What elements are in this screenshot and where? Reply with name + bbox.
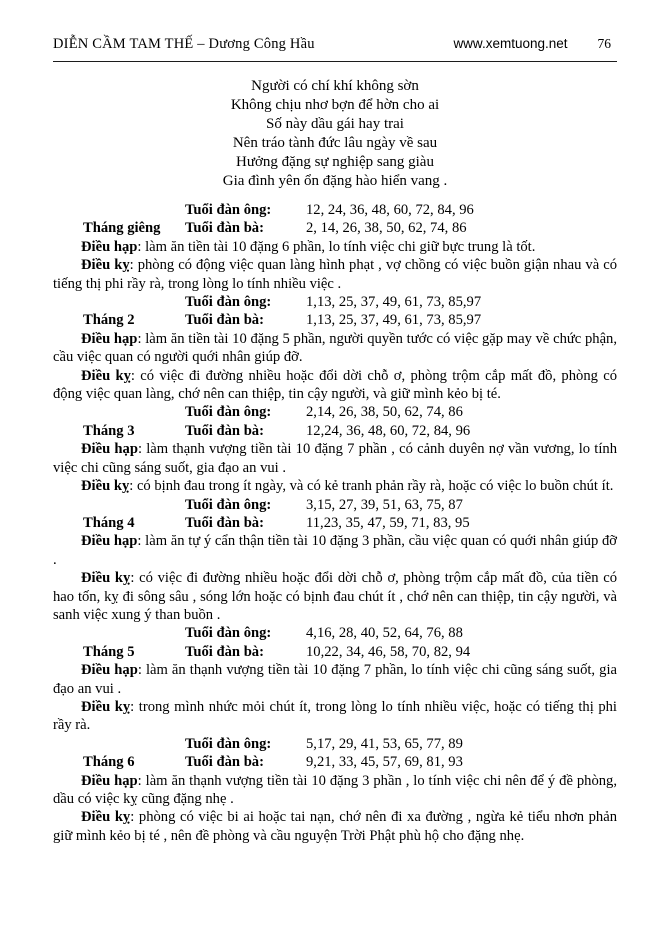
month-name: Tháng 3: [83, 422, 135, 439]
unfavorable-label: Điều kỵ: [81, 478, 130, 495]
favorable-text: : làm ăn tự ý cẩn thận tiền tài 10 đặng 3 phần, cầu việc quan có quới nhân giúp đỡ .: [53, 533, 617, 568]
men-ages-row: [53, 201, 617, 219]
month-section: [53, 293, 617, 403]
men-ages-values: 5,17, 29, 41, 53, 65, 77, 89: [306, 735, 463, 752]
month-section: [53, 201, 617, 293]
men-ages-row: [53, 735, 617, 753]
men-ages-row: [53, 293, 617, 311]
women-ages-values: 11,23, 35, 47, 59, 71, 83, 95: [306, 514, 470, 531]
men-ages-values: 3,15, 27, 39, 51, 63, 75, 87: [306, 496, 463, 513]
men-ages-row: [53, 624, 617, 642]
verse-block: [53, 77, 617, 191]
women-ages-values: 10,22, 34, 46, 58, 70, 82, 94: [306, 643, 471, 660]
month-name-spacer: [83, 403, 185, 421]
unfavorable-text: : phòng có động việc quan làng hình phạt , vợ chồng có việc buồn giận nhau và có tiếng thị phi rầy rà, trong lòng lo tính nhiều việc .: [53, 257, 617, 292]
women-ages-values: 9,21, 33, 45, 57, 69, 81, 93: [306, 754, 463, 771]
unfavorable-label: Điều kỵ: [81, 367, 131, 384]
women-ages-values: 1,13, 25, 37, 49, 61, 73, 85,97: [306, 312, 482, 329]
month-name-spacer: [83, 293, 185, 311]
women-ages-row: [53, 422, 617, 440]
favorable-label: Điều hạp: [81, 238, 138, 255]
women-ages-label: Tuổi đàn bà:: [185, 422, 264, 439]
men-ages-row: [53, 403, 617, 421]
favorable-paragraph: [53, 772, 617, 809]
unfavorable-label: Điều kỵ: [81, 570, 131, 587]
women-ages-label: Tuổi đàn bà:: [185, 754, 264, 771]
favorable-label: Điều hạp: [81, 662, 138, 679]
favorable-paragraph: [53, 440, 617, 477]
unfavorable-paragraph: [53, 477, 617, 495]
women-ages-label: Tuổi đàn bà:: [185, 514, 264, 531]
favorable-label: Điều hạp: [81, 533, 138, 550]
favorable-paragraph: [53, 532, 617, 569]
unfavorable-paragraph: [53, 808, 617, 845]
verse-line: Người có chí khí không sờn: [251, 78, 419, 94]
favorable-text: : làm ăn thạnh vượng tiền tài 10 đặng 3 phần , lo tính việc chi nên để ý đề phòng, dầu có việc kỵ cũng đặng nhẹ .: [53, 772, 617, 807]
unfavorable-text: : có bịnh đau trong ít ngày, và có kẻ tranh phản rầy rà, hoặc có việc lo buồn chút ít.: [129, 478, 614, 495]
unfavorable-label: Điều kỵ: [81, 698, 131, 715]
women-ages-row: [53, 311, 617, 329]
month-name-spacer: [83, 735, 185, 753]
men-ages-label: Tuổi đàn ông:: [185, 202, 272, 218]
month-name-spacer: [83, 624, 185, 642]
page-number: 76: [597, 36, 611, 51]
men-ages-values: 2,14, 26, 38, 50, 62, 74, 86: [306, 404, 463, 421]
men-ages-values: 4,16, 28, 40, 52, 64, 76, 88: [306, 625, 463, 642]
favorable-text: : làm thạnh vượng tiền tài 10 đặng 7 phần , có cảnh duyên nợ vần vương, lo tính việc chi cũng sáng suốt, gia đạo an vui .: [53, 441, 617, 476]
month-name-spacer: [83, 496, 185, 514]
unfavorable-text: : phòng có việc bi ai hoặc tai nạn, chớ nên đi xa đường , ngừa kẻ tiểu nhơn phản giữ mình kẻo bị té , nên đề phòng và cầu nguyện Trời Phật phù hộ cho đặng nhẹ.: [53, 809, 617, 844]
book-title: DIỄN CẦM TAM THẾ – Dương Công Hầu: [53, 36, 315, 52]
unfavorable-paragraph: [53, 256, 617, 293]
women-ages-label: Tuổi đàn bà:: [185, 312, 264, 329]
men-ages-values: 12, 24, 36, 48, 60, 72, 84, 96: [306, 202, 474, 218]
verse-line: Không chịu nhơ bợn để hờn cho ai: [230, 97, 440, 113]
women-ages-label: Tuổi đàn bà:: [185, 643, 264, 660]
verse-line: Số này dầu gái hay trai: [266, 116, 404, 132]
men-ages-label: Tuổi đàn ông:: [185, 404, 272, 421]
favorable-text: : làm ăn tiền tài 10 đặng 6 phần, lo tính việc chi giữ bực trung là tốt.: [137, 238, 536, 255]
women-ages-row: [53, 219, 617, 237]
month-name: Tháng giêng: [83, 220, 161, 237]
women-ages-label: Tuổi đàn bà:: [185, 220, 264, 237]
men-ages-label: Tuổi đàn ông:: [185, 625, 272, 642]
month-name: Tháng 5: [83, 643, 135, 660]
month-name: Tháng 4: [83, 514, 135, 531]
unfavorable-paragraph: [53, 569, 617, 624]
website-url: www.xemtuong.net: [453, 36, 568, 51]
unfavorable-text: : có việc đi đường nhiều hoặc đổi dời chỗ ơ, phòng trộm cắp mất đồ, phòng có động việc quan làng, chớ nên can thiệp, tin cậy người, và giữ mình kẻo bị té.: [53, 367, 618, 403]
unfavorable-text: : trong mình nhức mỏi chút ít, trong lòng lo tính nhiều việc, hoặc có tiếng thị phi rầy rà.: [53, 698, 617, 734]
favorable-paragraph: [53, 661, 617, 698]
men-ages-row: [53, 496, 617, 514]
unfavorable-label: Điều kỵ: [81, 809, 131, 826]
women-ages-row: [53, 514, 617, 532]
favorable-label: Điều hạp: [81, 772, 138, 789]
favorable-paragraph: [53, 238, 617, 256]
women-ages-values: 2, 14, 26, 38, 50, 62, 74, 86: [306, 220, 467, 237]
favorable-label: Điều hạp: [81, 441, 138, 458]
verse-line: Nên tráo tành đức lâu ngày về sau: [232, 135, 438, 151]
unfavorable-paragraph: [53, 698, 617, 735]
unfavorable-text: : có việc đi đường nhiều hoặc đổi dời chỗ ơ, phòng trộm cắp mất đồ, của tiền có hao tốn, kỵ đi sông sâu , sóng lớn hoặc có bịnh đau chút ít , chớ nên can thiệp, tin cậy người, và sanh việc xung ý than buồn .: [53, 570, 618, 623]
men-ages-label: Tuổi đàn ông:: [185, 735, 272, 752]
favorable-paragraph: [53, 330, 617, 367]
favorable-text: : làm ăn tiền tài 10 đặng 5 phần, người quyền tước có việc gặp may về chức phận, cầu việc quan có người quới nhân giúp đỡ.: [53, 330, 617, 366]
favorable-label: Điều hạp: [81, 330, 138, 347]
verse-line: Hưởng đặng sự nghiệp sang giàu: [236, 154, 434, 170]
month-name-spacer: [83, 201, 185, 219]
months-container: [53, 201, 617, 845]
month-section: [53, 496, 617, 625]
women-ages-values: 12,24, 36, 48, 60, 72, 84, 96: [306, 422, 471, 439]
unfavorable-label: Điều kỵ: [81, 257, 130, 274]
unfavorable-paragraph: [53, 367, 617, 404]
month-name: Tháng 6: [83, 754, 135, 771]
men-ages-values: 1,13, 25, 37, 49, 61, 73, 85,97: [306, 294, 482, 311]
month-section: [53, 735, 617, 845]
page-header: [53, 36, 617, 62]
men-ages-label: Tuổi đàn ông:: [185, 294, 272, 311]
women-ages-row: [53, 753, 617, 771]
men-ages-label: Tuổi đàn ông:: [185, 496, 272, 513]
month-section: [53, 624, 617, 734]
month-name: Tháng 2: [83, 312, 135, 329]
verse-line: Gia đình yên ổn đặng hào hiển vang .: [222, 173, 448, 189]
month-section: [53, 403, 617, 495]
women-ages-row: [53, 643, 617, 661]
favorable-text: : làm ăn thạnh vượng tiền tài 10 đặng 7 phần, lo tính việc chi cũng sáng suốt, gia đạo an vui .: [53, 662, 617, 697]
